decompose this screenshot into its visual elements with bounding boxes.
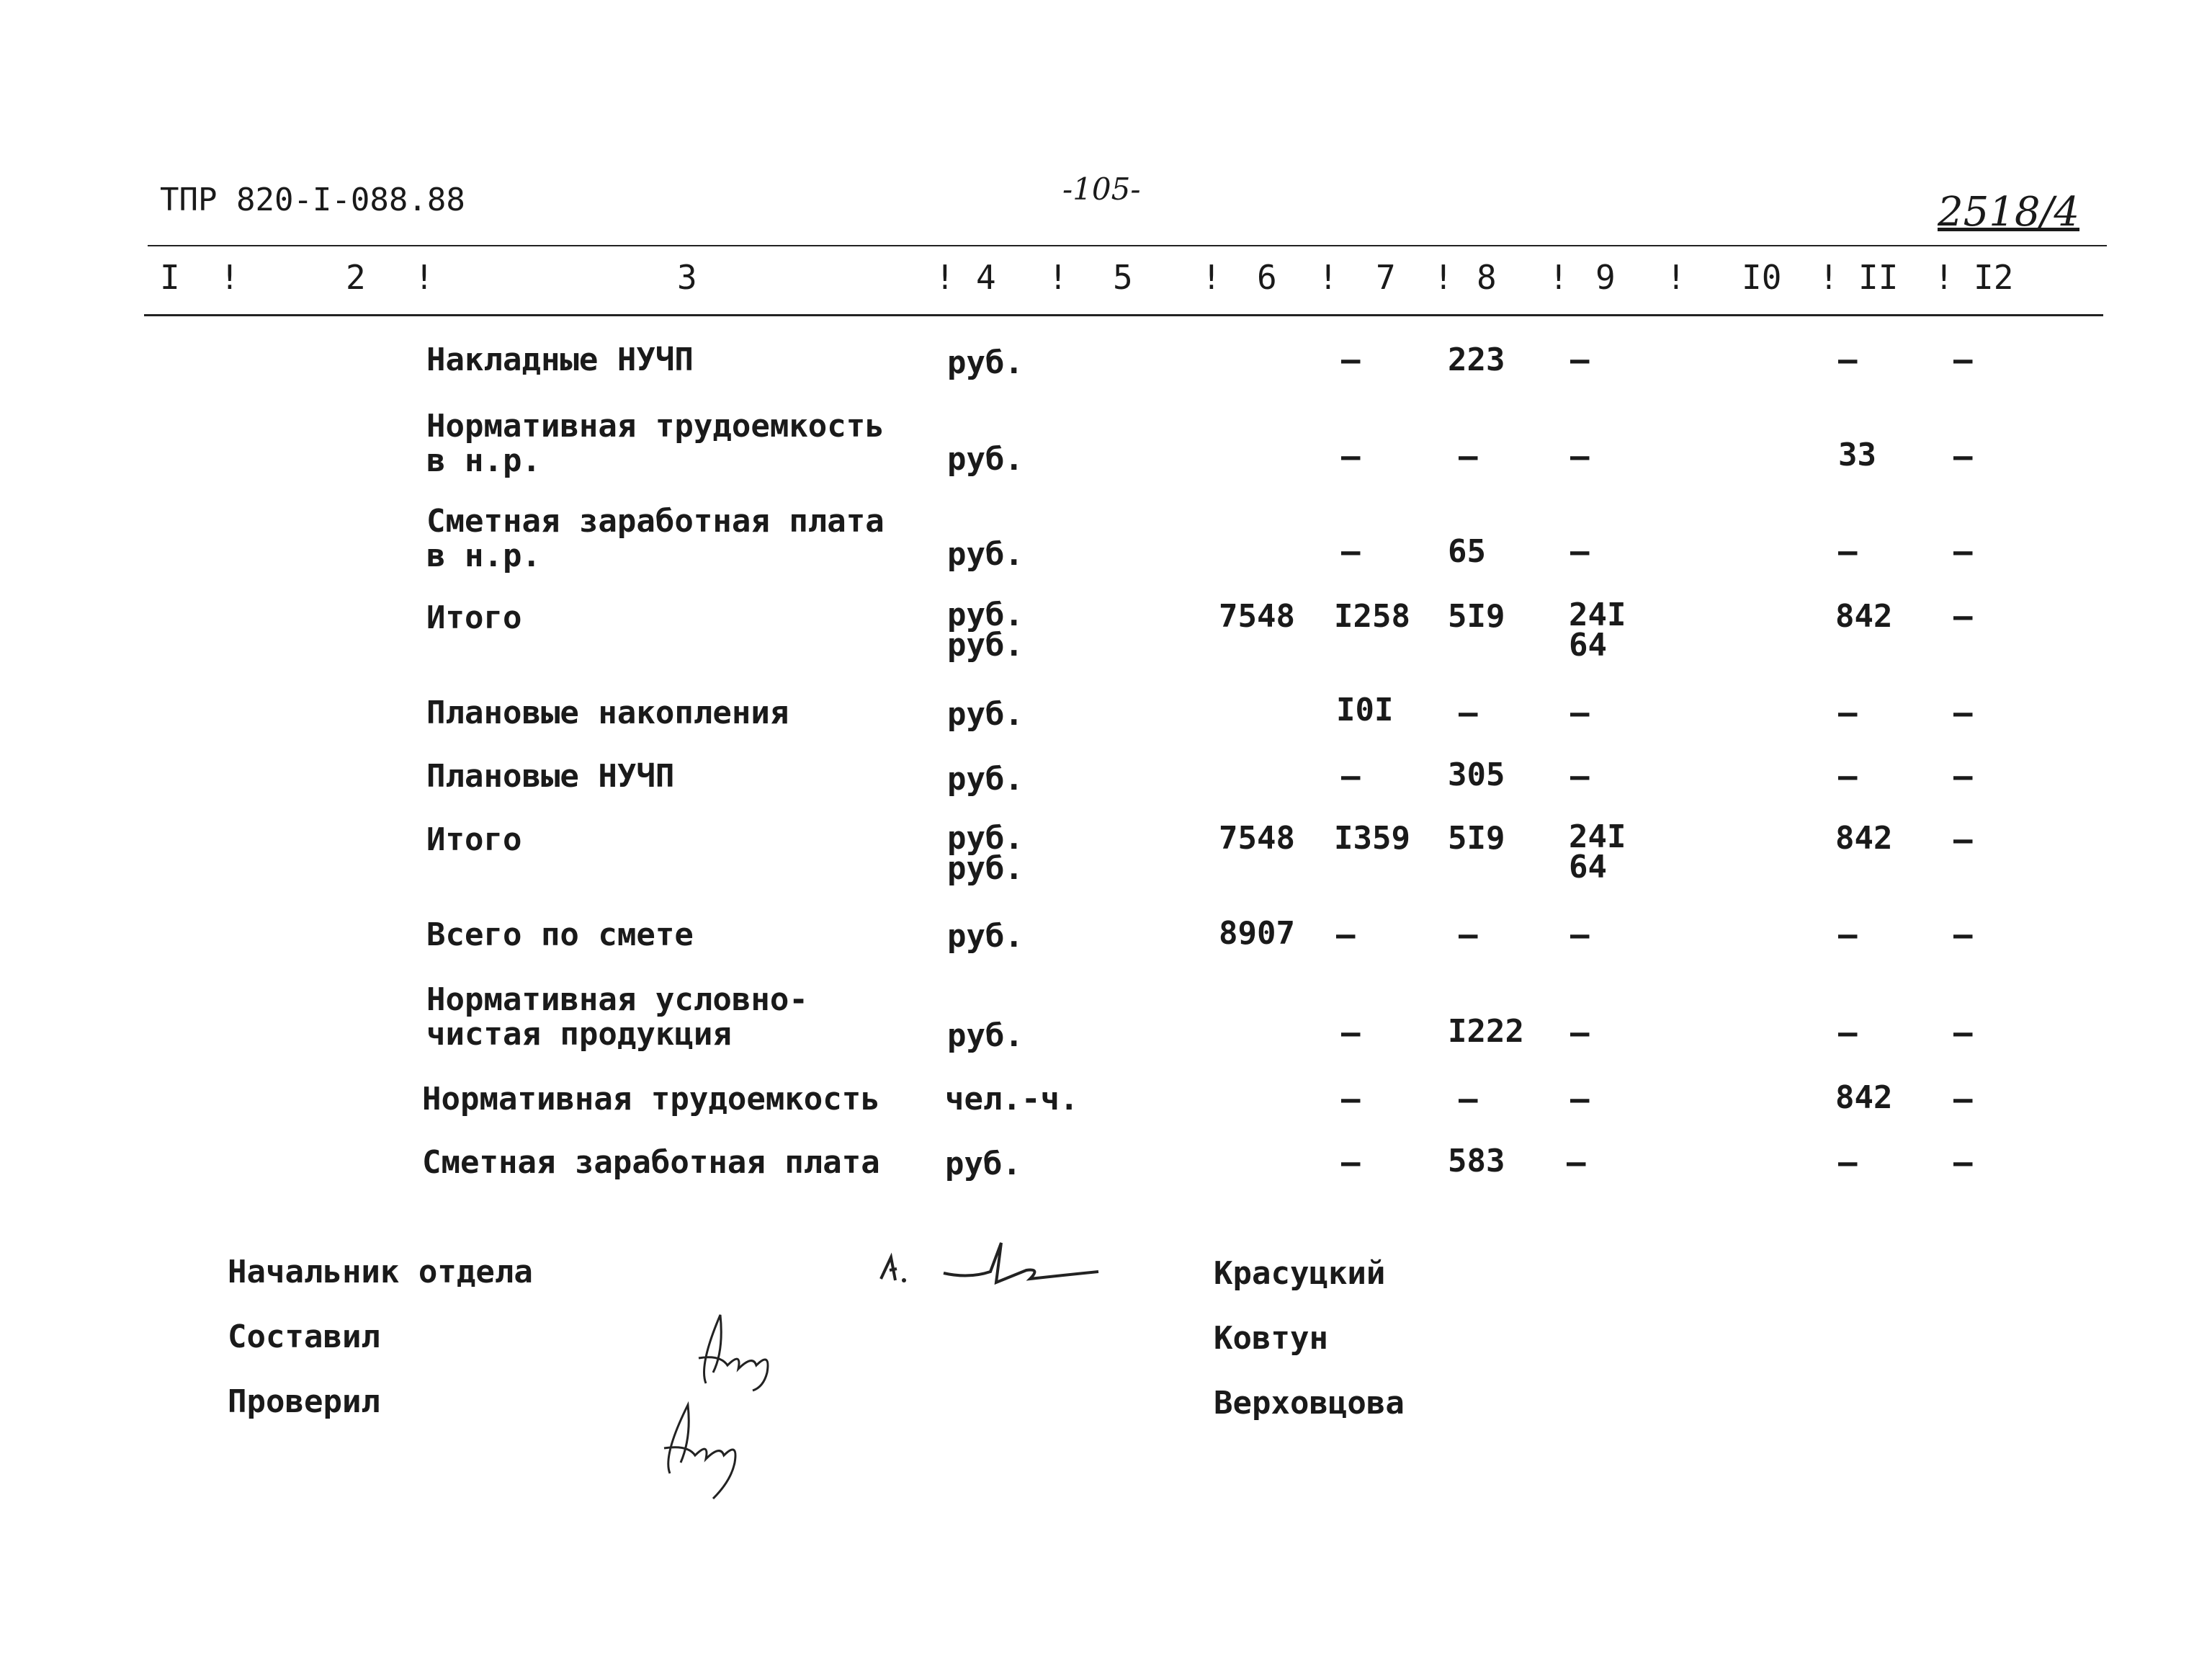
col-head-4: 4 xyxy=(976,258,996,297)
row-name: Итого xyxy=(426,599,522,636)
col-separator: ! xyxy=(1318,258,1338,297)
col-head-2: 2 xyxy=(346,258,366,297)
signature-mark-head xyxy=(875,1228,1113,1293)
row-unit: руб. xyxy=(947,536,1024,573)
row-name: Плановые НУЧП xyxy=(426,758,675,795)
col-head-1: I xyxy=(160,258,180,297)
col-head-6: 6 xyxy=(1257,258,1277,297)
cell-col9: – xyxy=(1570,533,1590,570)
cell-col12: – xyxy=(1953,758,1973,795)
cell-col9-line1: 24I xyxy=(1569,597,1626,633)
col-head-11: II xyxy=(1858,258,1899,297)
col-separator: ! xyxy=(414,258,434,297)
row-name-line2: в н.р. xyxy=(426,537,541,574)
cell-col9: – xyxy=(1570,1081,1590,1117)
cell-col11: – xyxy=(1838,342,1858,378)
row-name-line1: Сметная заработная плата xyxy=(426,503,885,540)
signature-role: Составил xyxy=(228,1318,380,1355)
row-unit: руб. xyxy=(947,761,1024,798)
row-unit: руб. xyxy=(945,1146,1021,1182)
col-head-7: 7 xyxy=(1376,258,1396,297)
document-code: ТПР 820-I-088.88 xyxy=(160,182,465,218)
row-name: Всего по смете xyxy=(426,916,694,953)
cell-col8: 5I9 xyxy=(1448,598,1505,635)
cell-col7: I0I xyxy=(1336,692,1394,728)
col-separator: ! xyxy=(1819,258,1839,297)
col-separator: ! xyxy=(1549,258,1569,297)
row-name: Нормативная трудоемкость xyxy=(422,1081,880,1117)
cell-col11: – xyxy=(1838,533,1858,570)
row-unit: руб. xyxy=(947,1017,1024,1054)
cell-col12: – xyxy=(1953,1081,1973,1117)
row-unit-line1: руб. xyxy=(947,597,1024,633)
signature-name: Ковтун xyxy=(1214,1320,1328,1357)
row-unit: руб. xyxy=(947,918,1024,955)
cell-col7: – xyxy=(1341,533,1361,570)
cell-col9: – xyxy=(1567,1144,1586,1181)
page-number: -105- xyxy=(1062,171,1141,207)
cell-col12: – xyxy=(1953,695,1973,731)
col-separator: ! xyxy=(220,258,240,297)
cell-col7: – xyxy=(1341,342,1361,378)
col-head-8: 8 xyxy=(1477,258,1497,297)
cell-col8: 65 xyxy=(1448,533,1486,570)
cell-col7: – xyxy=(1341,1014,1361,1051)
cell-col8: 223 xyxy=(1448,342,1505,378)
col-head-9: 9 xyxy=(1595,258,1616,297)
cell-col9: – xyxy=(1570,1014,1590,1051)
top-rule xyxy=(148,245,2107,246)
row-name-line1: Нормативная трудоемкость xyxy=(426,408,885,445)
row-unit: чел.-ч. xyxy=(945,1081,1079,1117)
signature-mark-compiler xyxy=(684,1308,800,1394)
cell-col8: – xyxy=(1459,438,1478,475)
cell-col8: 583 xyxy=(1448,1143,1505,1179)
cell-col7: I359 xyxy=(1334,820,1410,857)
cell-col6: 8907 xyxy=(1219,915,1295,952)
cell-col9: – xyxy=(1570,438,1590,475)
cell-col9-line2: 64 xyxy=(1569,627,1607,664)
row-unit: руб. xyxy=(947,344,1024,381)
cell-col11: 33 xyxy=(1838,437,1876,473)
row-name: Плановые накопления xyxy=(426,695,789,731)
row-name: Итого xyxy=(426,821,522,858)
signature-role: Начальник отдела xyxy=(228,1254,533,1290)
cell-col7: I258 xyxy=(1334,598,1410,635)
cell-col11: – xyxy=(1838,695,1858,731)
row-unit: руб. xyxy=(947,696,1024,733)
cell-col8: 305 xyxy=(1448,757,1505,793)
col-separator: ! xyxy=(1433,258,1454,297)
cell-col11: – xyxy=(1838,758,1858,795)
cell-col6: 7548 xyxy=(1219,820,1295,857)
col-head-12: I2 xyxy=(1974,258,2014,297)
row-unit-line2: руб. xyxy=(947,627,1024,664)
row-name: Накладные НУЧП xyxy=(426,342,694,378)
cell-col12: – xyxy=(1953,438,1973,475)
cell-col9: – xyxy=(1570,916,1590,953)
cell-col12: – xyxy=(1953,821,1973,858)
col-separator: ! xyxy=(1048,258,1068,297)
row-unit-line1: руб. xyxy=(947,820,1024,857)
signature-mark-checker xyxy=(655,1394,771,1502)
col-head-10: I0 xyxy=(1742,258,1782,297)
signature-role: Проверил xyxy=(228,1383,380,1420)
col-separator: ! xyxy=(1666,258,1686,297)
row-unit-line2: руб. xyxy=(947,850,1024,887)
cell-col12: – xyxy=(1953,1014,1973,1051)
col-separator: ! xyxy=(935,258,955,297)
col-separator: ! xyxy=(1201,258,1222,297)
cell-col11: 842 xyxy=(1835,1079,1893,1116)
cell-col12: – xyxy=(1953,1144,1973,1181)
cell-col11: – xyxy=(1838,916,1858,953)
cell-col7: – xyxy=(1341,1081,1361,1117)
cell-col8: – xyxy=(1459,1081,1478,1117)
cell-col8: – xyxy=(1459,695,1478,731)
cell-col12: – xyxy=(1953,598,1973,635)
cell-col11: 842 xyxy=(1835,598,1893,635)
row-name-line2: в н.р. xyxy=(426,442,541,479)
cell-col12: – xyxy=(1953,342,1973,378)
inventory-number: 2518/4 xyxy=(1938,189,2080,236)
cell-col9-line1: 24I xyxy=(1569,818,1626,855)
cell-col12: – xyxy=(1953,916,1973,953)
signature-name: Верховцова xyxy=(1214,1385,1405,1422)
cell-col11: — xyxy=(1838,1144,1858,1181)
cell-col11: – xyxy=(1838,1014,1858,1051)
cell-col9: – xyxy=(1570,342,1590,378)
cell-col8: – xyxy=(1459,916,1478,953)
cell-col8: 5I9 xyxy=(1448,820,1505,857)
row-name: Сметная заработная плата xyxy=(422,1144,880,1181)
cell-col7: – xyxy=(1341,438,1361,475)
cell-col7: – xyxy=(1341,1144,1361,1181)
row-name-line2: чистая продукция xyxy=(426,1016,732,1053)
cell-col9-line2: 64 xyxy=(1569,849,1607,885)
cell-col8: I222 xyxy=(1448,1013,1524,1050)
signature-name: Красуцкий xyxy=(1214,1255,1386,1292)
cell-col9: – xyxy=(1570,758,1590,795)
cell-col7: – xyxy=(1341,758,1361,795)
col-head-5: 5 xyxy=(1113,258,1133,297)
cell-col11: 842 xyxy=(1835,820,1893,857)
cell-col12: – xyxy=(1953,533,1973,570)
cell-col9: – xyxy=(1570,695,1590,731)
col-separator: ! xyxy=(1934,258,1954,297)
row-unit: руб. xyxy=(947,441,1024,478)
cell-col7: – xyxy=(1336,916,1356,953)
row-name-line1: Нормативная условно- xyxy=(426,981,808,1018)
cell-col6: 7548 xyxy=(1219,598,1295,635)
col-head-3: 3 xyxy=(677,258,697,297)
header-bottom-rule xyxy=(144,314,2103,316)
